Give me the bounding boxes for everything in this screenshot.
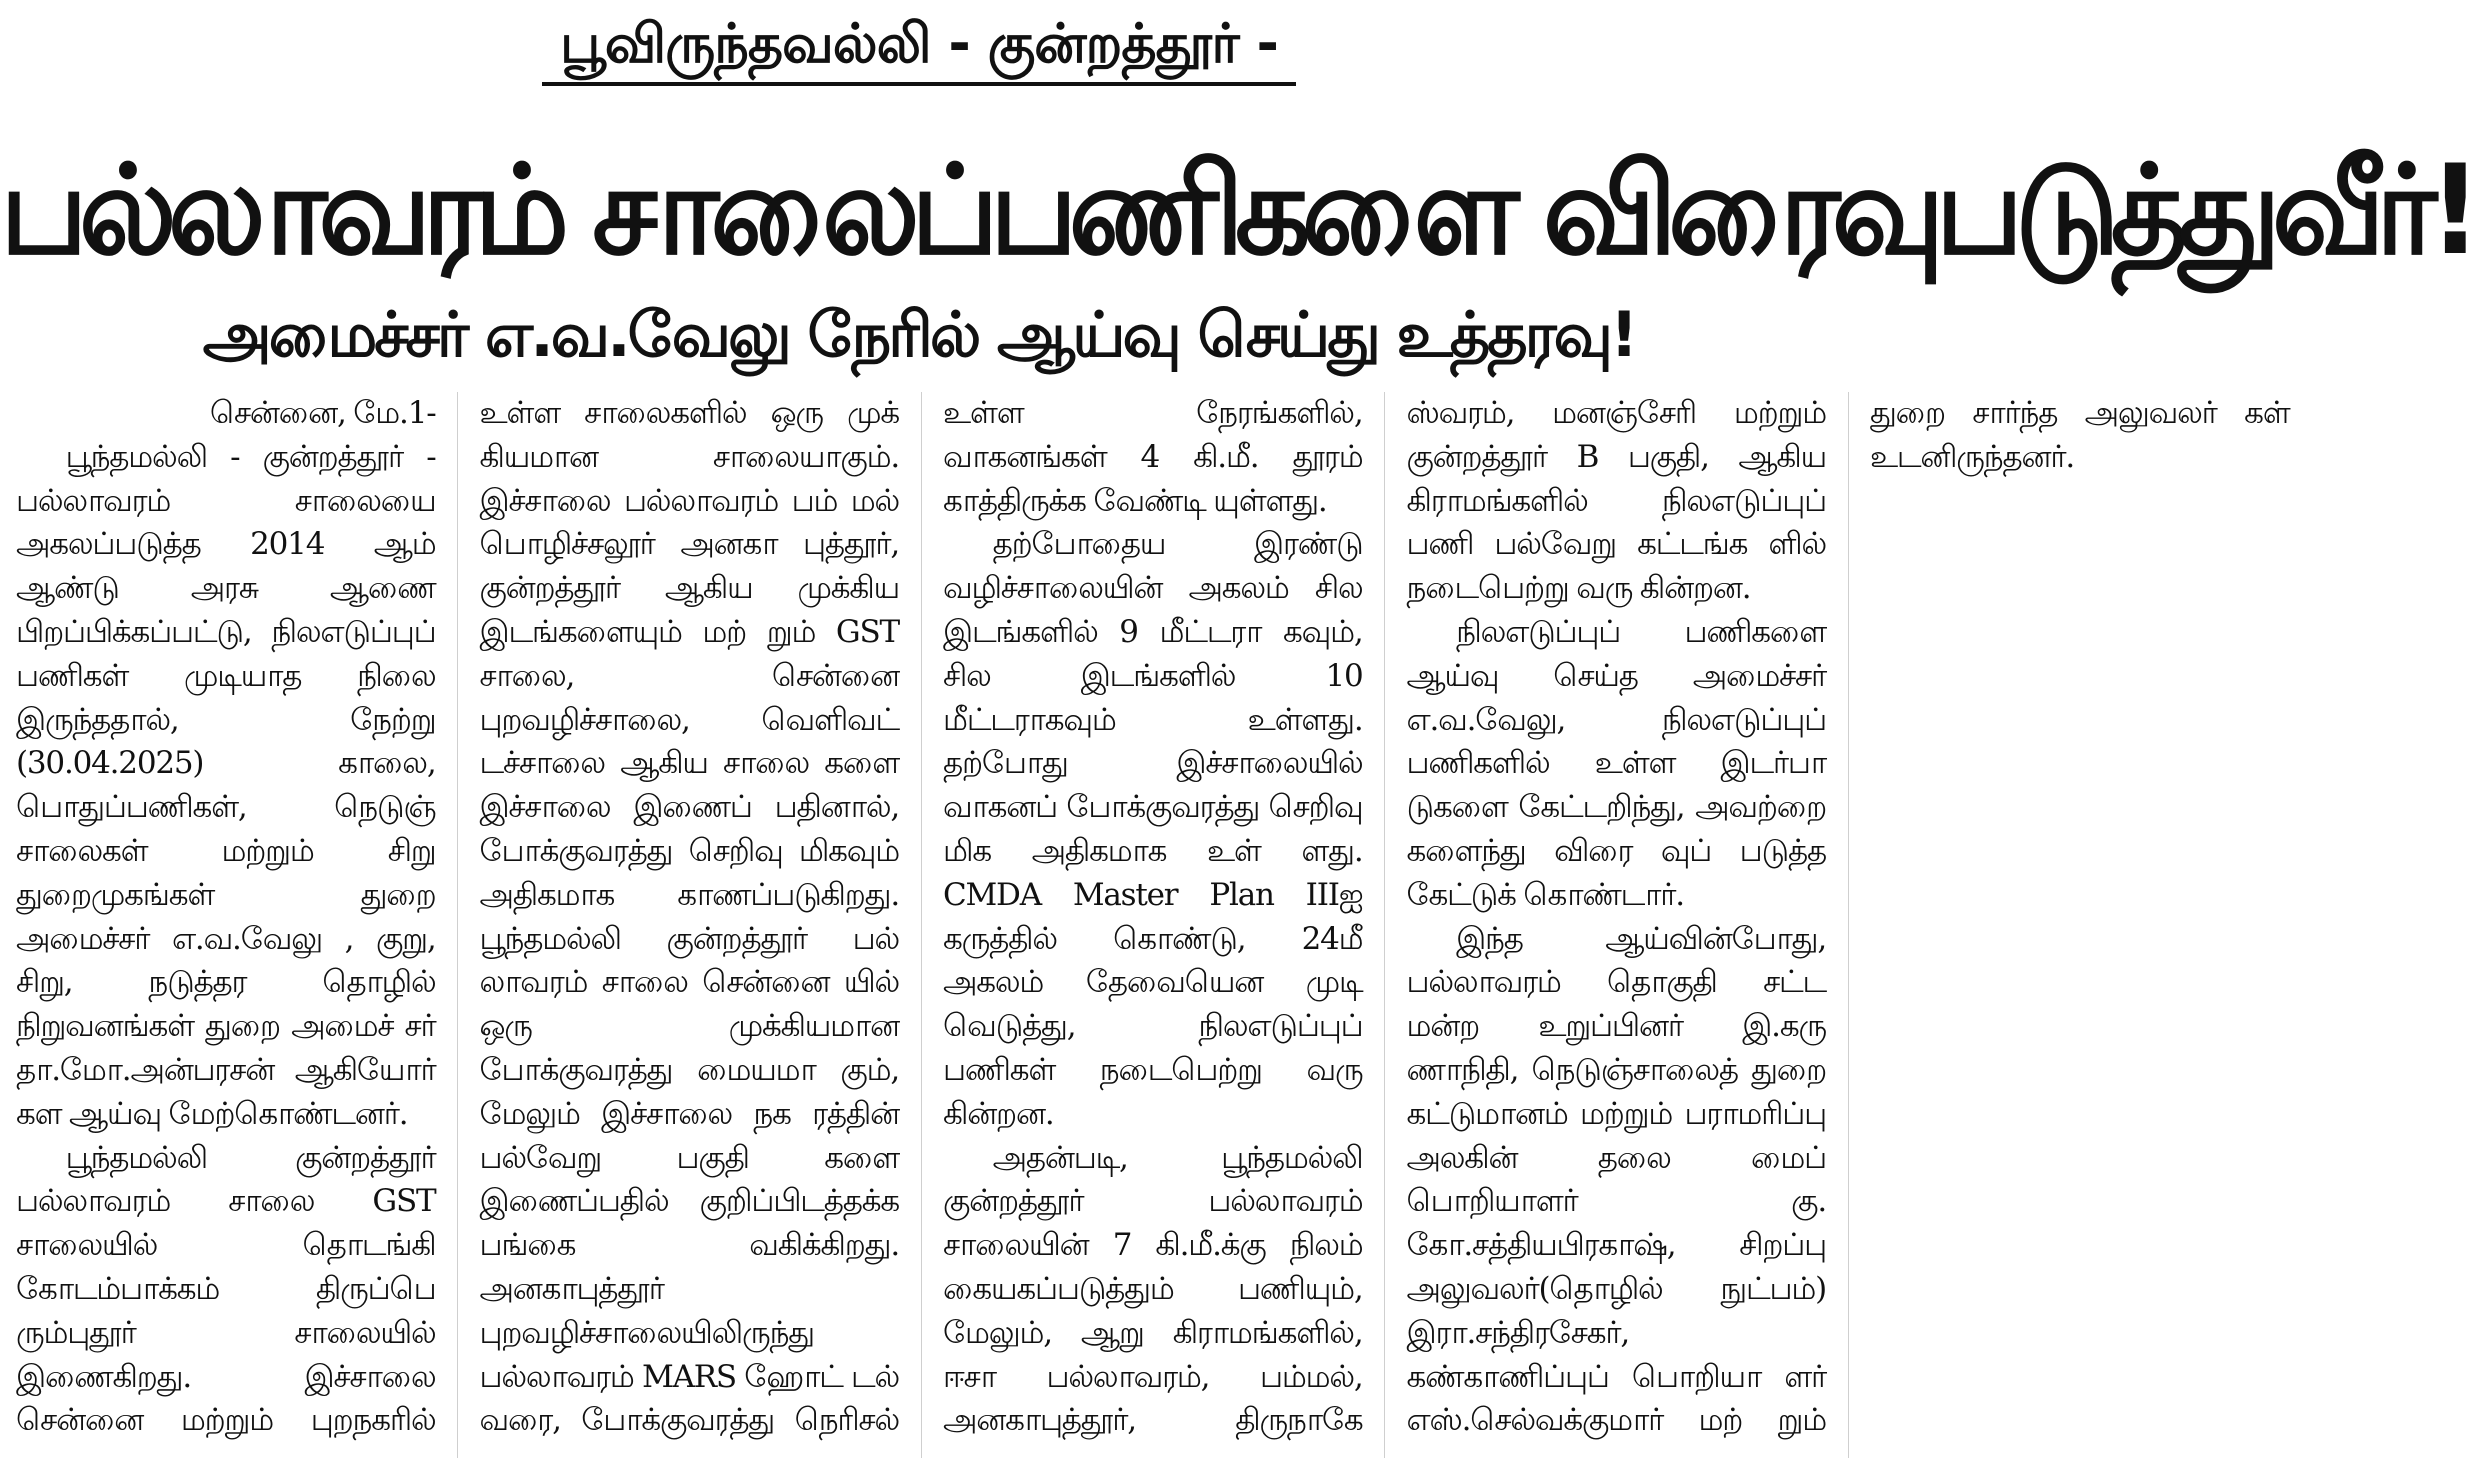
subheadline: அமைச்சர் எ.வ.வேலு நேரில் ஆய்வு செய்து உத்தரவு! [202, 298, 1636, 371]
kicker-text: பூவிருந்தவல்லி - குன்றத்தூர் - [542, 6, 1296, 86]
headline: பல்லாவரம் சாலைப்பணிகளை விரைவுபடுத்துவீர்! [0, 137, 2473, 283]
body-paragraph: தற்போதைய இரண்டு வழிச்சாலையின் அகலம் சில இடங்களில் 9 மீட்டரா கவும், சில இடங்களில் 10 மீட்டராகவும் உள்ளது. தற்போது இச்சாலையில் வாகனப் போக்குவரத்து செறிவு மிக அதிகமாக உள் ளது. CMDA Master Plan IIIஐ கருத்தில் கொண்டு, 24மீ அகலம் தேவையென முடி வெடுத்து, நிலஎடுப்புப் பணிகள் நடைபெற்று வரு கின்றன. [943, 526, 1363, 1132]
body-paragraph: அதன்படி, பூந்தமல்லி குன்றத்தூர் பல்லாவரம் சாலையின் 7 கி.மீ.க்கு நிலம் கையகப்படுத்தும் பணியும், மேலும், ஆறு கிராமங்களில், ஈசா பல்லாவரம், பம்மல், அனகாபுத்தூர், திருநாகே ஸ்வரம், மனஞ்சேரி மற்றும் குன்றத்தூர் B பகுதி, ஆகிய கிராமங்களில் நிலஎடுப்புப் பணி பல்வேறு கட்டங்க ளில் நடைபெற்று வரு கின்றன. [943, 395, 1826, 1439]
body-paragraph: நிலஎடுப்புப் பணிகளை ஆய்வு செய்த அமைச்சர் எ.வ.வேலு, நிலஎடுப்புப் பணிகளில் உள்ள இடர்பா டுகளை கேட்டறிந்து, அவற்றை களைந்து விரை வுப் படுத்த கேட்டுக் கொண்டார். [1406, 613, 1826, 913]
kicker-banner [0, 6, 1838, 86]
dateline: சென்னை, மே.1- [209, 395, 436, 431]
article-body [16, 392, 2290, 1458]
body-paragraph: பூந்தமல்லி - குன்றத்தூர் - பல்லாவரம் சாலையை அகலப்படுத்த 2014 ஆம் ஆண்டு அரசு ஆணை பிறப்பிக்கப்பட்டு, நிலஎடுப்புப் பணிகள் முடியாத நிலை இருந்ததால், நேற்று (30.04.2025) காலை, பொதுப்பணிகள், நெடுஞ் சாலைகள் மற்றும் சிறு துறைமுகங்கள் துறை அமைச்சர் எ.வ.வேலு , குறு, சிறு, நடுத்தர தொழில் நிறுவனங்கள் துறை அமைச் சர் தா.மோ.அன்பரசன் ஆகியோர் கள ஆய்வு மேற்கொண்டனர். [16, 438, 436, 1132]
body-paragraph: பூந்தமல்லி குன்றத்தூர் பல்லாவரம் சாலை GST சாலையில் தொடங்கி கோடம்பாக்கம் திருப்பெ ரும்புதூர் சாலையில் இணைகிறது. இச்சாலை சென்னை மற்றும் புறநகரில் உள்ள சாலைகளில் ஒரு முக் கியமான சாலையாகும். இச்சாலை பல்லாவரம் பம் மல் பொழிச்சலூர் அனகா புத்தூர், குன்றத்தூர் ஆகிய முக்கிய இடங்களையும் மற் றும் GST சாலை, சென்னை புறவழிச்சாலை, வெளிவட் டச்சாலை ஆகிய சாலை களை இச்சாலை இணைப் பதினால், போக்குவரத்து செறிவு மிகவும் அதிகமாக காணப்படுகிறது. பூந்தமல்லி குன்றத்தூர் பல் லாவரம் சாலை சென்னை யில் ஒரு முக்கியமான போக்குவரத்து மையமா கும், மேலும் இச்சாலை நக ரத்தின் பல்வேறு பகுதி களை இணைப்பதில் குறிப்பிடத்தக்க பங்கை வகிக்கிறது. அனகாபுத்தூர் புறவழிச்சாலையிலிருந்து பல்லாவரம் MARS ஹோட் டல் வரை, போக்குவரத்து நெரிசல் உள்ள நேரங்களில், வாகனங்கள் 4 கி.மீ. தூரம் காத்திருக்க வேண்டி யுள்ளது. [16, 395, 1363, 1439]
body-paragraph: இந்த ஆய்வின்போது, பல்லாவரம் தொகுதி சட்ட மன்ற உறுப்பினர் இ.கரு ணாநிதி, நெடுஞ்சாலைத் துறை கட்டுமானம் மற்றும் பராமரிப்பு அலகின் தலை மைப் பொறியாளர் கு. கோ.சத்தியபிரகாஷ், சிறப்பு அலுவலர்(தொழில் நுட்பம்) இரா.சந்திரசேகர், கண்காணிப்புப் பொறியா ளர் எஸ்.செல்வக்குமார் மற் றும் துறை சார்ந்த அலுவலர் கள் உடனிருந்தனர். [1406, 395, 2290, 1439]
